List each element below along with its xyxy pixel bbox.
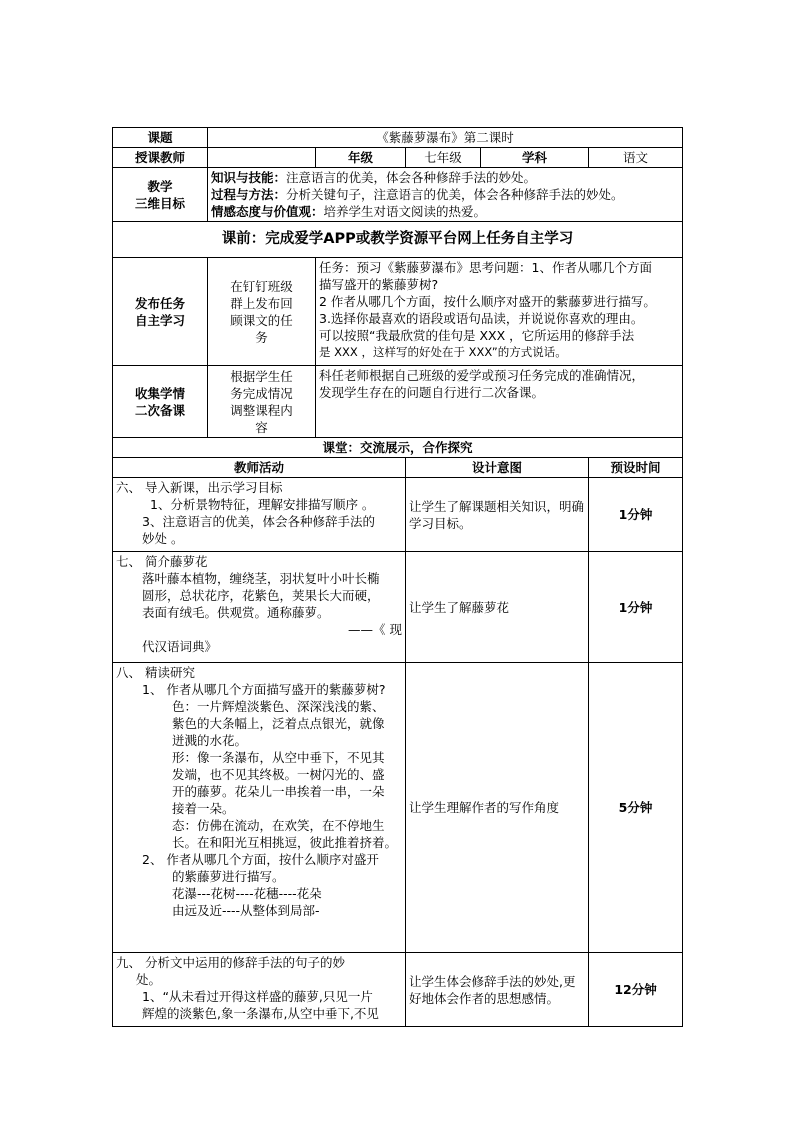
goal-emotion-text: 培养学生对语文阅读的热爱。 bbox=[323, 204, 487, 219]
activity-intent: 让学生体会修辞手法的妙处,更好地体会作者的思想感情。 bbox=[406, 953, 589, 1027]
goals-label-line1: 教学 bbox=[147, 178, 173, 194]
activity-row bbox=[113, 953, 683, 1027]
activity-time: 12分钟 bbox=[589, 953, 683, 1027]
activity-time: 1分钟 bbox=[589, 552, 683, 663]
collect-text-line: 科任老师根据自己班级的爱学或预习任务完成的准确情况， bbox=[319, 368, 645, 383]
publish-method-line: 顾课文的任 bbox=[230, 312, 293, 328]
publish-method-line: 在钉钉班级 bbox=[230, 278, 293, 294]
column-header-activity: 教师活动 bbox=[113, 458, 406, 478]
activity-line: 发端，也不见其终极。一树闪光的、盛 bbox=[172, 767, 385, 782]
collect-method-line: 调整课程内 bbox=[230, 402, 293, 418]
collect-label-line1: 收集学情 bbox=[134, 385, 185, 401]
teacher-label: 授课教师 bbox=[113, 148, 208, 168]
topic-value: 《紫藤萝瀑布》第二课时 bbox=[208, 128, 683, 148]
collect-method-line: 容 bbox=[255, 419, 268, 435]
activity-content bbox=[113, 552, 406, 663]
publish-task bbox=[316, 258, 683, 366]
activity-row bbox=[113, 663, 683, 953]
activity-line: 迸溅的水花。 bbox=[172, 733, 248, 748]
inclass-banner-row bbox=[113, 438, 683, 458]
preclass-banner: 课前：完成爱学APP或教学资源平台网上任务自主学习 bbox=[113, 222, 683, 258]
activity-line: 处。 bbox=[136, 972, 162, 987]
publish-task-line: 描写盛开的紫藤萝树? bbox=[319, 277, 439, 292]
teacher-row bbox=[113, 148, 683, 168]
activity-line: 2、 作者从哪几个方面，按什么顺序对盛开 bbox=[142, 852, 379, 867]
activity-heading: 七、 简介藤萝花 bbox=[116, 554, 208, 569]
topic-row bbox=[113, 128, 683, 148]
activity-line: 圆形，总状花序，花紫色，荚果长大而硬， bbox=[142, 588, 380, 603]
column-header-row bbox=[113, 458, 683, 478]
collect-method-line: 务完成情况 bbox=[230, 385, 293, 401]
publish-method-line: 务 bbox=[255, 329, 268, 345]
activity-line: 1、 作者从哪几个方面描写盛开的紫藤萝树? bbox=[142, 682, 386, 697]
preclass-banner-row bbox=[113, 222, 683, 258]
activity-content bbox=[113, 478, 406, 552]
activity-heading: 九、 分析文中运用的修辞手法的句子的妙 bbox=[116, 955, 345, 970]
goal-process bbox=[211, 186, 679, 203]
activity-line: 3、注意语言的优美，体会各种修辞手法的 bbox=[142, 514, 375, 529]
publish-label-line1: 发布任务 bbox=[134, 295, 185, 311]
activity-line: 色：一片辉煌淡紫色、深深浅浅的紫、 bbox=[172, 699, 385, 714]
collect-text bbox=[316, 366, 683, 438]
publish-task-line: 是 XXX ，这样写的好处在于 XXX”的方式说话。 bbox=[319, 345, 567, 359]
teacher-value bbox=[208, 148, 316, 168]
activity-intent: 让学生理解作者的写作角度 bbox=[406, 663, 589, 953]
activity-line: 的紫藤萝进行描写。 bbox=[172, 869, 285, 884]
publish-label-line2: 自主学习 bbox=[134, 312, 185, 328]
goals-content bbox=[208, 168, 683, 222]
activity-row bbox=[113, 552, 683, 663]
subject-value: 语文 bbox=[589, 148, 683, 168]
publish-method-line: 群上发布回 bbox=[230, 295, 293, 311]
activity-time: 5分钟 bbox=[589, 663, 683, 953]
collect-method bbox=[208, 366, 316, 438]
publish-task-line: 3.选择你最喜欢的语段或语句品读，并说说你喜欢的理由。 bbox=[319, 311, 644, 326]
activity-line: 花瀑---花树----花穗----花朵 bbox=[172, 886, 322, 901]
activity-line: 开的藤萝。花朵儿一串挨着一串，一朵 bbox=[172, 784, 385, 799]
activity-intent: 让学生了解课题相关知识，明确学习目标。 bbox=[406, 478, 589, 552]
activity-intent: 让学生了解藤萝花 bbox=[406, 552, 589, 663]
activity-line: 接着一朵。 bbox=[172, 801, 235, 816]
activity-line: 代汉语词典》 bbox=[142, 639, 218, 654]
goal-process-text: 分析关键句子，注意语言的优美，体会各种修辞手法的妙处。 bbox=[286, 187, 624, 202]
topic-label: 课题 bbox=[113, 128, 208, 148]
activity-line: 由远及近----从整体到局部- bbox=[172, 903, 320, 918]
publish-task-line: 任务：预习《紫藤萝瀑布》思考问题：1、作者从哪几个方面 bbox=[319, 260, 652, 275]
activity-line: 1、“从未看过开得这样盛的藤萝,只见一片 bbox=[142, 989, 373, 1004]
activity-line: 紫色的大条幅上，泛着点点银光，就像 bbox=[172, 716, 385, 731]
activity-time: 1分钟 bbox=[589, 478, 683, 552]
grade-label: 年级 bbox=[316, 148, 406, 168]
activity-line: 妙处 。 bbox=[142, 531, 184, 546]
subject-label: 学科 bbox=[481, 148, 589, 168]
column-header-time: 预设时间 bbox=[589, 458, 683, 478]
activity-row bbox=[113, 478, 683, 552]
activity-line: 长。在和阳光互相挑逗，彼此推着挤着。 bbox=[172, 835, 398, 850]
goals-row bbox=[113, 168, 683, 222]
lesson-plan-table bbox=[112, 127, 683, 1027]
publish-task-line: 2 作者从哪几个方面，按什么顺序对盛开的紫藤萝进行描写。 bbox=[319, 294, 656, 309]
activity-line: 形：像一条瀑布，从空中垂下，不见其 bbox=[172, 750, 385, 765]
activity-heading: 六、 导入新课，出示学习目标 bbox=[116, 480, 283, 495]
activity-heading: 八、 精读研究 bbox=[116, 665, 195, 680]
inclass-banner: 课堂：交流展示，合作探究 bbox=[113, 438, 683, 458]
collect-label bbox=[113, 366, 208, 438]
activity-content bbox=[113, 953, 406, 1027]
collect-text-line: 发现学生存在的问题自行进行二次备课。 bbox=[319, 385, 545, 400]
collect-label-line2: 二次备课 bbox=[134, 402, 185, 418]
activity-line: 表面有绒毛。供观赏。通称藤萝。 bbox=[142, 605, 330, 620]
collect-row bbox=[113, 366, 683, 438]
goal-knowledge-label: 知识与技能： bbox=[211, 170, 287, 185]
goals-label-line2: 三维目标 bbox=[134, 195, 185, 211]
goal-process-label: 过程与方法： bbox=[211, 187, 287, 202]
activity-line: ——《 现 bbox=[348, 622, 402, 637]
grade-value: 七年级 bbox=[406, 148, 481, 168]
goals-label bbox=[113, 168, 208, 222]
activity-line: 1、分析景物特征，理解安排描写顺序 。 bbox=[150, 497, 375, 512]
activity-line: 态：仿佛在流动，在欢笑，在不停地生 bbox=[172, 818, 385, 833]
column-header-intent: 设计意图 bbox=[406, 458, 589, 478]
publish-row bbox=[113, 258, 683, 366]
publish-method bbox=[208, 258, 316, 366]
activity-line: 落叶藤本植物，缠绕茎，羽状复叶小叶长椭 bbox=[142, 571, 380, 586]
activity-content bbox=[113, 663, 406, 953]
goal-knowledge-text: 注意语言的优美，体会各种修辞手法的妙处。 bbox=[286, 170, 537, 185]
goal-emotion-label: 情感态度与价值观： bbox=[211, 204, 324, 219]
goal-knowledge bbox=[211, 169, 679, 186]
goal-emotion bbox=[211, 203, 679, 220]
publish-task-line: 可以按照“我最欣赏的佳句是 XXX ，它所运用的修辞手法 bbox=[319, 328, 635, 343]
activity-line: 辉煌的淡紫色,象一条瀑布,从空中垂下,不见 bbox=[142, 1006, 379, 1021]
collect-method-line: 根据学生任 bbox=[230, 368, 293, 384]
publish-label bbox=[113, 258, 208, 366]
